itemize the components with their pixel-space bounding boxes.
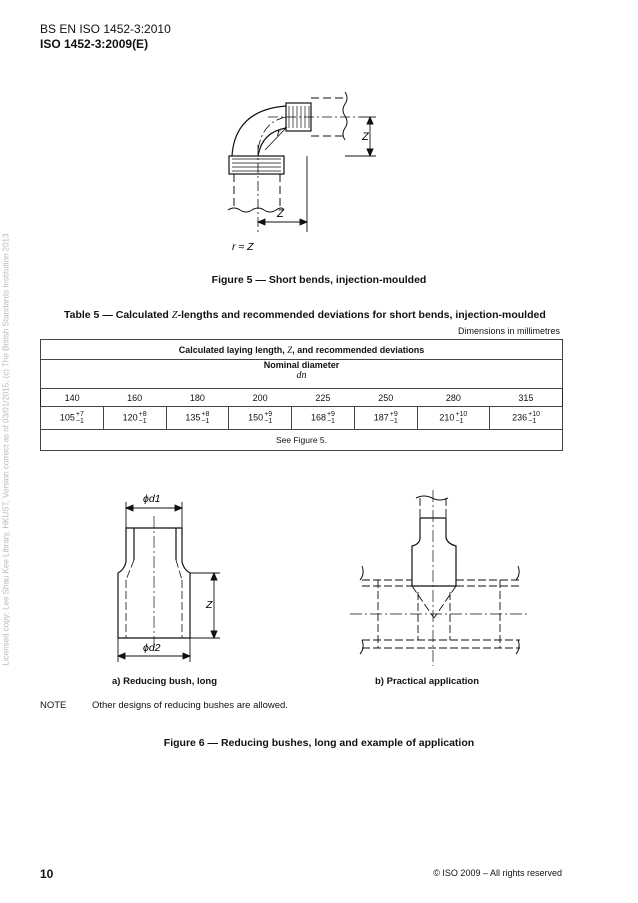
z-tolerance [327,411,335,425]
radius-relation: r ≈ Z [232,241,254,253]
tolerance-plus: +9 [326,411,335,418]
page-number: 10 [40,867,54,881]
z-tolerance [528,411,540,425]
figure-5-caption: Figure 5 — Short bends, injection-moulded [211,274,427,286]
table-footnote-row [41,430,563,451]
diameter-cell: 160 [103,389,166,407]
note-text: Other designs of reducing bushes are allowed. [92,700,288,711]
diameter-cell: 225 [292,389,355,407]
z-tolerance [201,411,209,425]
z-tolerance [455,411,467,425]
header-standard-iso: ISO 1452-3:2009(E) [40,37,149,51]
table-subheader-row [41,360,563,389]
z-tolerance [390,411,398,425]
tolerance-plus: +10 [528,411,541,418]
diameter-d1-label: ϕd1 [143,493,161,505]
radius-r-label: r [277,128,281,139]
tolerance-minus: −1 [528,418,537,425]
z-value-cell [166,407,229,430]
tolerance-plus: +8 [201,411,210,418]
dimensions-note: Dimensions in millimetres [457,326,560,336]
z-base-value: 150 [248,412,264,423]
z-value-cell [103,407,166,430]
tolerance-minus: −1 [264,418,273,425]
note-label: NOTE [40,700,67,711]
license-watermark: Licensed copy: Lee Shau Kee Library, HKUST, Version correct as of 03/01/2015, (c) The British Standards Institution 2013 [1,233,11,666]
dimension-z-bottom-label: Z [277,208,284,220]
subcaption-a: a) Reducing bush, long [112,676,218,687]
table-footnote: See Figure 5. [41,430,563,451]
dimension-z-side-label: Z [362,131,369,143]
table-subheader-cell: Nominal diameter dn [41,360,563,389]
header-standard-en: BS EN ISO 1452-3:2010 [40,22,171,36]
table-value-row [41,407,563,430]
figure-5-drawing [0,0,638,270]
z-base-value: 168 [310,412,326,423]
tolerance-plus: +9 [389,411,398,418]
diameter-cell: 280 [417,389,490,407]
tolerance-plus: +7 [75,411,84,418]
z-base-value: 236 [512,412,528,423]
z-tolerance [264,411,272,425]
copyright: © ISO 2009 – All rights reserved [433,868,562,878]
tolerance-minus: −1 [455,418,464,425]
z-value-cell [229,407,292,430]
figure-6-caption: Figure 6 — Reducing bushes, long and example of application [163,737,475,749]
diameter-cell: 140 [41,389,104,407]
z-base-value: 135 [185,412,201,423]
z-value-cell [292,407,355,430]
tolerance-plus: +10 [455,411,468,418]
z-base-value: 105 [59,412,75,423]
subcaption-b: b) Practical application [375,676,479,687]
z-tolerance [139,411,147,425]
table-header-cell: Calculated laying length, Z, and recommended deviations [41,340,563,360]
diameter-cell: 180 [166,389,229,407]
diameter-cell: 250 [354,389,417,407]
diameter-d2-label: ϕd2 [143,642,161,654]
z-tolerance [76,411,84,425]
table-5 [40,339,563,451]
tolerance-minus: −1 [201,418,210,425]
diameter-cell: 315 [490,389,563,407]
z-value-cell [41,407,104,430]
table-header-row [41,340,563,360]
figure-6-drawing [0,480,638,670]
z-base-value: 210 [439,412,455,423]
z-value-cell [490,407,563,430]
dimension-z-label: Z [206,599,213,611]
diameter-cell: 200 [229,389,292,407]
tolerance-minus: −1 [389,418,398,425]
table-diameter-row [41,389,563,407]
z-base-value: 120 [122,412,138,423]
tolerance-plus: +8 [138,411,147,418]
tolerance-minus: −1 [326,418,335,425]
z-base-value: 187 [373,412,389,423]
z-value-cell [354,407,417,430]
tolerance-minus: −1 [75,418,84,425]
tolerance-plus: +9 [264,411,273,418]
z-value-cell [417,407,490,430]
tolerance-minus: −1 [138,418,147,425]
table-5-title: Table 5 — Calculated Z-lengths and recommended deviations for short bends, injection-moulded [64,309,546,321]
